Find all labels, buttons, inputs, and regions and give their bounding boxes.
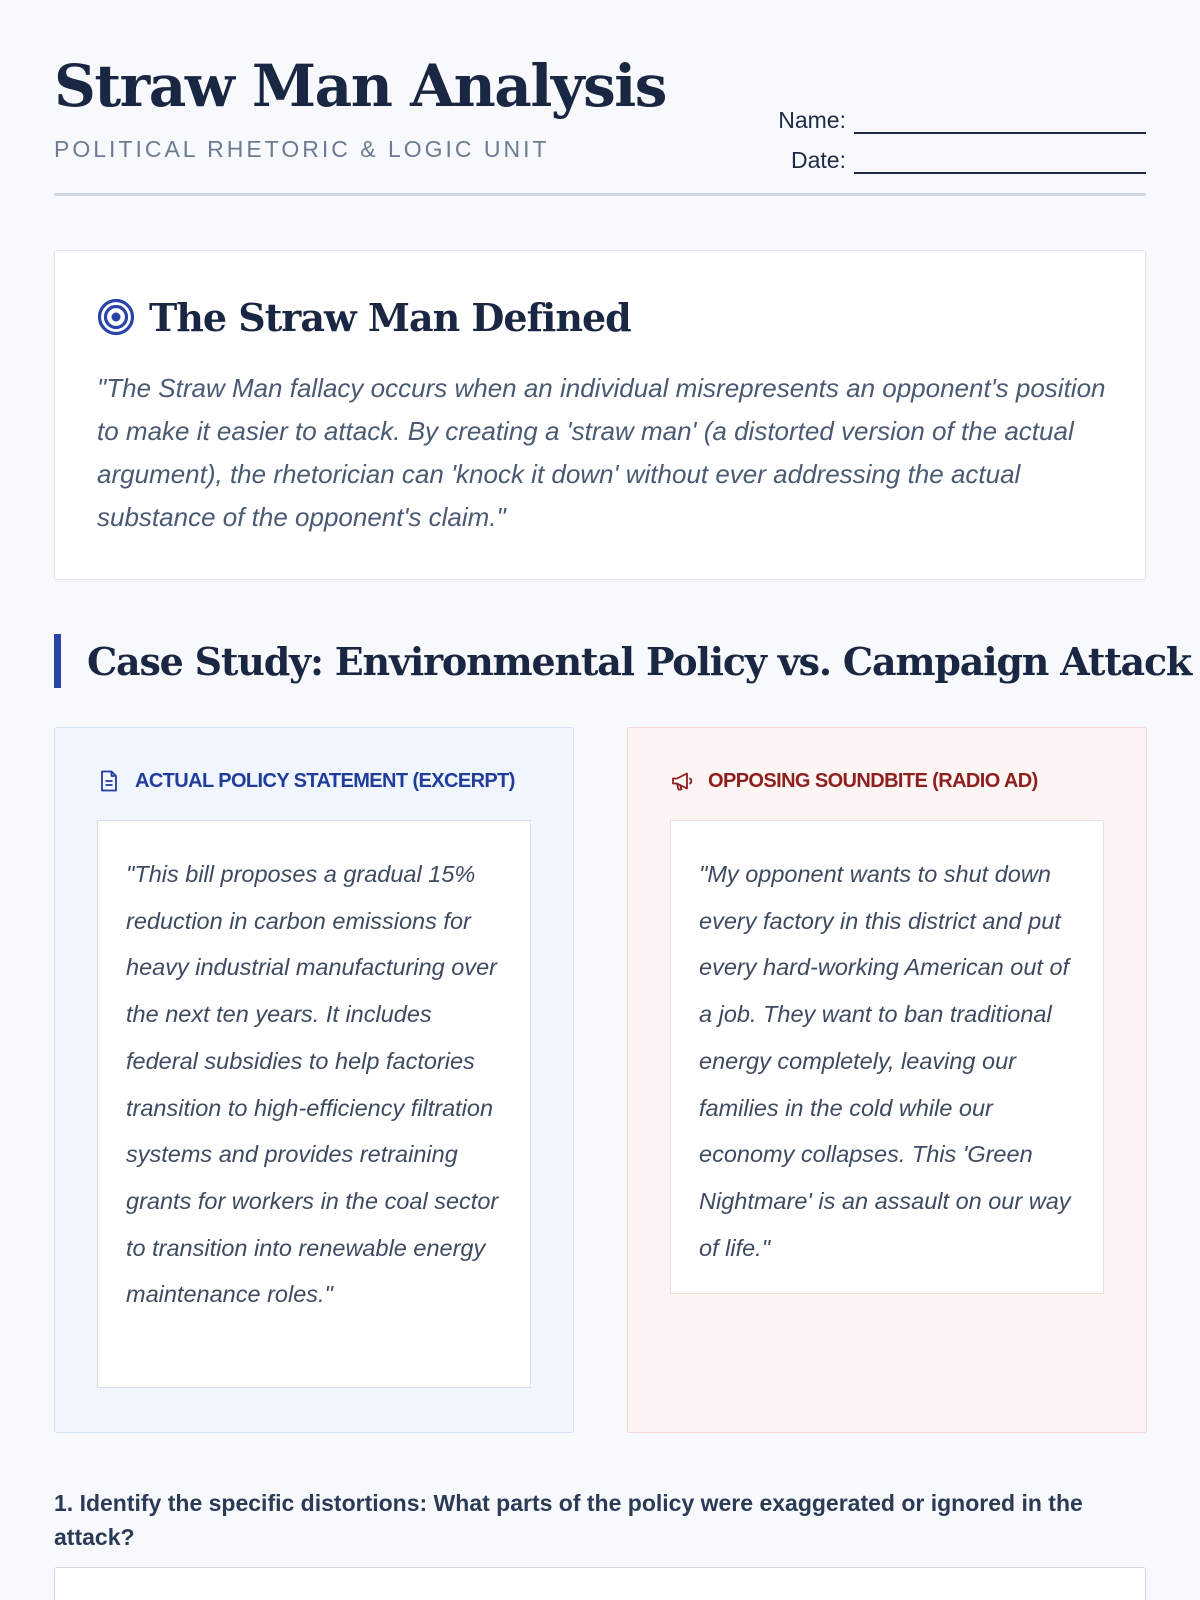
megaphone-icon	[670, 769, 694, 793]
definition-card	[54, 250, 1146, 580]
page-header	[54, 0, 1146, 196]
page-subtitle: POLITICAL RHETORIC & LOGIC UNIT	[54, 136, 550, 162]
soundbite-quote: "My opponent wants to shut down every factory in this district and put every hard-working American out of a job. They want to ban traditional energy completely, leaving our families in the cold while our economy collapses. This 'Green Nightmare' is an assault on our way of life."	[670, 820, 1104, 1294]
policy-column	[54, 727, 574, 1433]
definition-title: The Straw Man Defined	[149, 294, 631, 340]
case-study-heading	[54, 634, 1191, 688]
date-label: Date:	[791, 147, 846, 173]
policy-label: ACTUAL POLICY STATEMENT (EXCERPT)	[135, 769, 515, 792]
question-1: 1. Identify the specific distortions: What parts of the policy were exaggerated or ignored in the attack?	[54, 1490, 1083, 1550]
soundbite-label: OPPOSING SOUNDBITE (RADIO AD)	[708, 769, 1038, 792]
policy-heading	[97, 766, 531, 796]
case-study-title: Case Study: Environmental Policy vs. Campaign Attack	[87, 638, 1192, 684]
name-field-row	[778, 94, 1146, 134]
definition-heading	[97, 291, 1103, 343]
date-field-row	[778, 134, 1146, 174]
name-label: Name:	[778, 107, 846, 133]
soundbite-column	[627, 727, 1147, 1433]
page-title: Straw Man Analysis	[54, 52, 666, 120]
student-fields	[778, 94, 1146, 174]
soundbite-heading	[670, 766, 1104, 796]
answer-box-1[interactable]	[54, 1567, 1146, 1600]
document-icon	[97, 769, 121, 793]
definition-text: "The Straw Man fallacy occurs when an individual misrepresents an opponent's position to make it easier to attack. By creating a 'straw man' (a distorted version of the actual argument), the rhetorician can 'knock it down' without ever addressing the actual substance of the opponent's claim."	[97, 373, 1106, 532]
policy-quote: "This bill proposes a gradual 15% reduction in carbon emissions for heavy industrial manufacturing over the next ten years. It includes federal subsidies to help factories transition to high-efficiency filtration systems and provides retraining grants for workers in the coal sector to transition into renewable energy maintenance roles."	[97, 820, 531, 1388]
date-field[interactable]	[854, 148, 1146, 174]
name-field[interactable]	[854, 108, 1146, 134]
target-icon	[97, 298, 135, 336]
